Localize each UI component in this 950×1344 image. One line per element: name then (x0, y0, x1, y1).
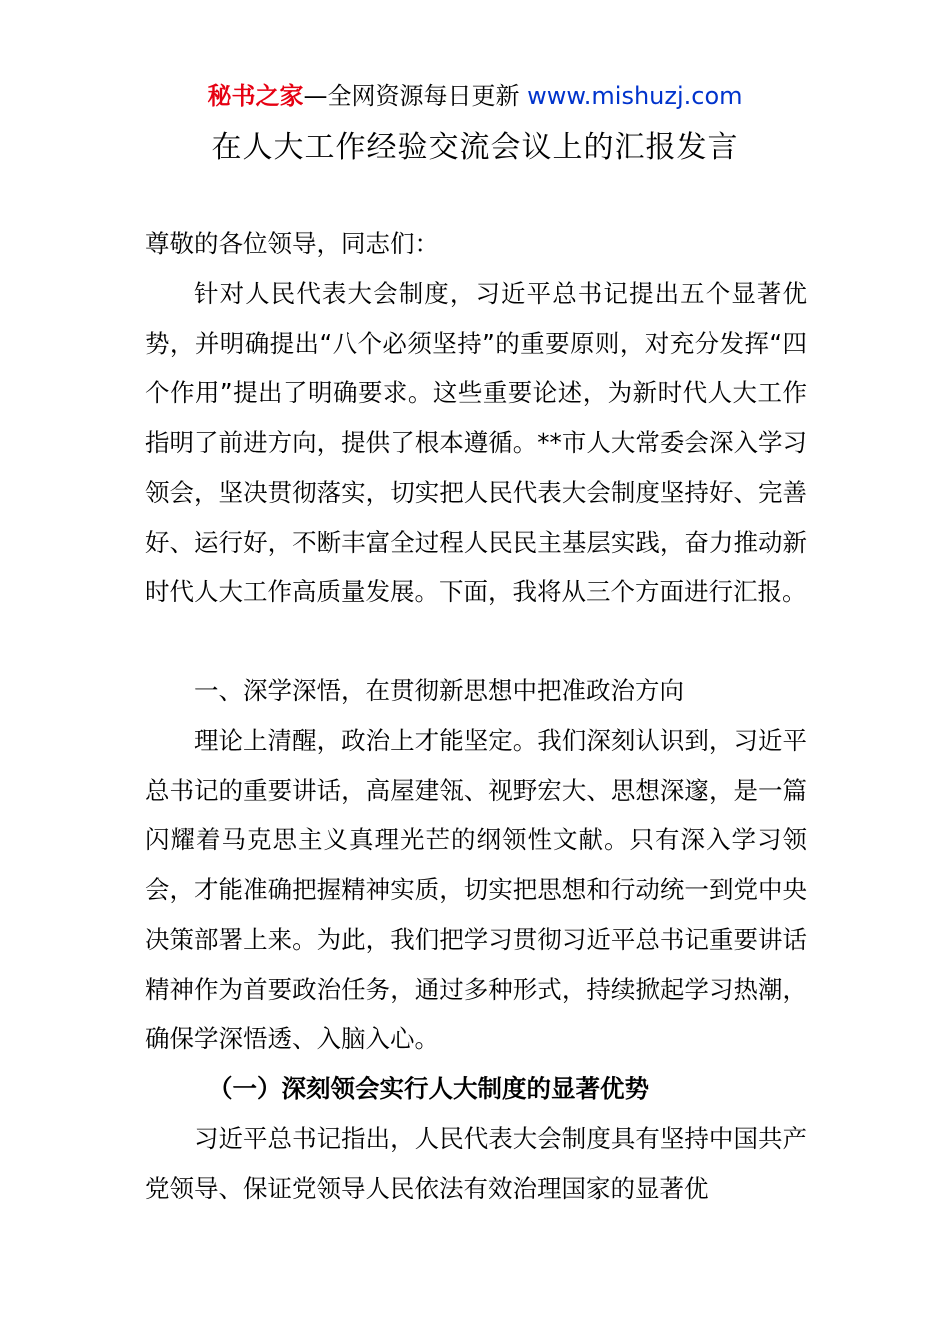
brand-name: 秘书之家 (207, 82, 304, 110)
document-title: 在人大工作经验交流会议上的汇报发言 (211, 130, 739, 165)
paragraph-section-1: 理论上清醒，政治上才能坚定。我们深刻认识到，习近平总书记的重要讲话，高屋建瓴、视野宏大、思想深邃，是一篇闪耀着马克思主义真理光芒的纲领性文献。只有深入学习领会，才能准确把握精神实质，切实把思想和行动统一到党中央决策部署上来。为此，我们把学习贯彻习近平总书记重要讲话精神作为首要政治任务，通过多种形式，持续掀起学习热潮，确保学深悟透、入脑入心。 (145, 726, 807, 1054)
header-tagline: —全网资源每日更新 (303, 82, 528, 110)
salutation: 尊敬的各位领导，同志们： (145, 229, 439, 258)
subsection-heading-1: （一）深刻领会实行人大制度的显著优势 (208, 1074, 649, 1103)
site-url-link[interactable]: www.mishuzj.com (527, 82, 743, 110)
paragraph-subsection-1: 习近平总书记指出，人民代表大会制度具有坚持中国共产党领导、保证党领导人民依法有效治理国家的显著优 (145, 1124, 807, 1203)
paragraph-intro: 针对人民代表大会制度，习近平总书记提出五个显著优势，并明确提出“八个必须坚持”的重要原则，对充分发挥“四个作用”提出了明确要求。这些重要论述，为新时代人大工作指明了前进方向，提供了根本遵循。**市人大常委会深入学习领会，坚决贯彻落实，切实把人民代表大会制度坚持好、完善好、运行好，不断丰富全过程人民民主基层实践，奋力推动新时代人大工作高质量发展。下面，我将从三个方面进行汇报。 (145, 279, 807, 607)
site-header (0, 80, 950, 112)
section-heading-1: 一、深学深悟，在贯彻新思想中把准政治方向 (194, 676, 684, 705)
